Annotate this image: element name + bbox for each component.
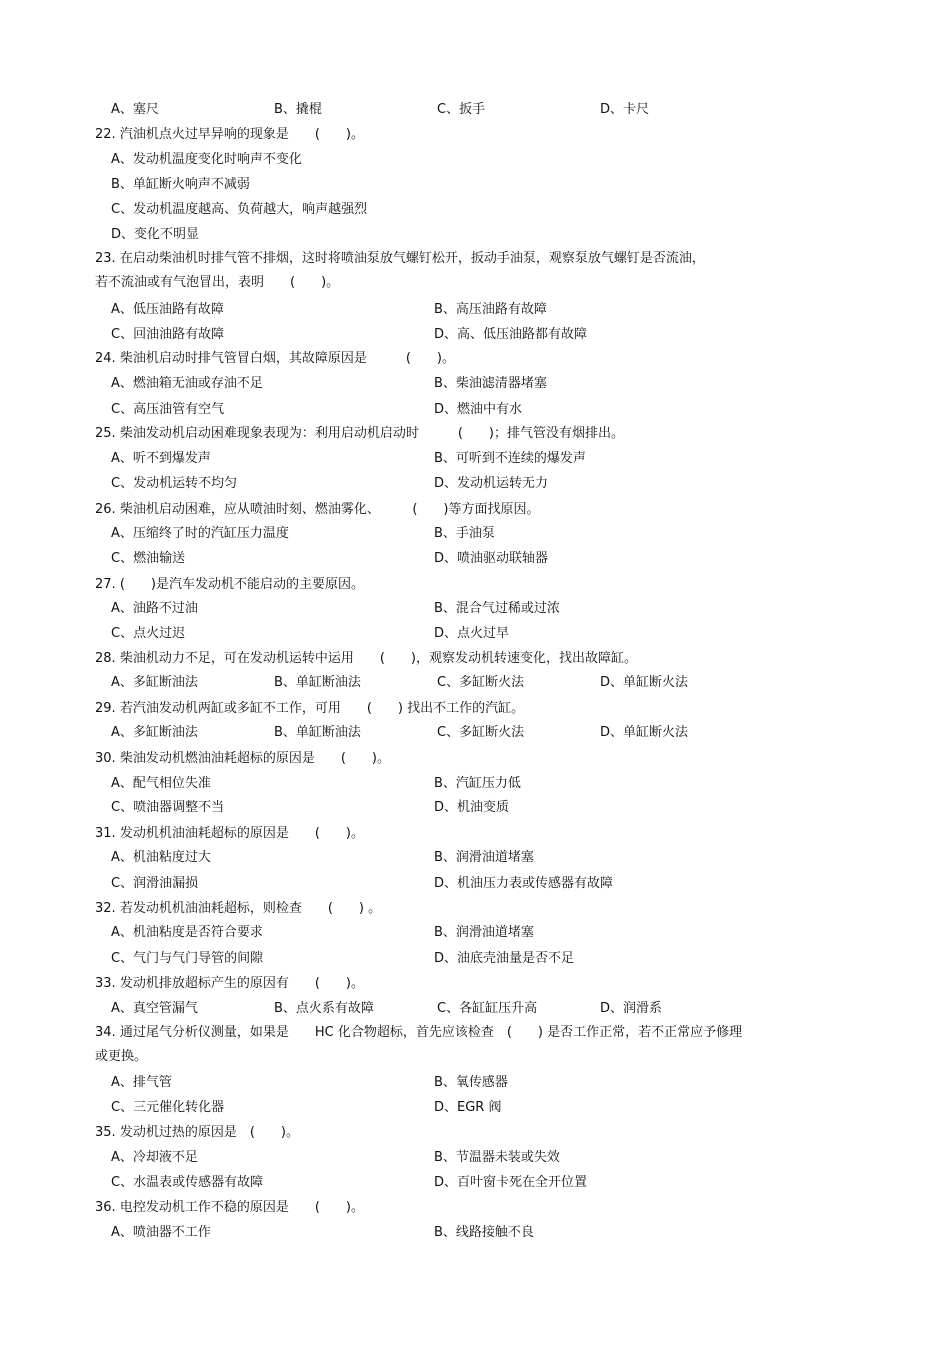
options-row [111, 376, 871, 392]
options-row [111, 451, 871, 467]
question-number: 31. [95, 826, 116, 841]
question-number: 35. [95, 1125, 116, 1140]
question-24 [95, 351, 455, 367]
question-stem: 柴油机动力不足，可在发动机运转中运用 ( )，观察发动机转速变化，找出故障缸。 [119, 651, 637, 666]
options-row [111, 725, 871, 741]
options-row [111, 1150, 871, 1166]
options-row [111, 551, 871, 567]
option-b: B、手油泵 [434, 526, 495, 541]
options-row-q21 [111, 102, 871, 118]
option-c: C、发动机温度越高、负荷越大，响声越强烈 [111, 202, 368, 217]
options-row [111, 1100, 871, 1116]
question-number: 25. [95, 426, 116, 441]
option-b: B、单缸断火响声不减弱 [111, 177, 250, 192]
option-b: B、润滑油道堵塞 [434, 850, 534, 865]
option-c: C、多缸断火法 [437, 725, 525, 740]
question-number: 28. [95, 651, 116, 666]
option-b: B、单缸断油法 [274, 675, 361, 690]
options-row [111, 601, 871, 617]
question-number: 26. [95, 502, 116, 517]
option-d: D、高、低压油路都有故障 [434, 327, 588, 342]
question-36 [95, 1200, 364, 1216]
question-number: 33. [95, 976, 116, 991]
option-d: D、喷油驱动联轴器 [434, 551, 549, 566]
question-number: 36. [95, 1200, 116, 1215]
option-c: C、润滑油漏损 [111, 876, 199, 891]
option-b: B、汽缸压力低 [434, 776, 521, 791]
options-row [111, 951, 871, 967]
option-c: C、点火过迟 [111, 626, 186, 641]
option-d: D、EGR 阀 [434, 1100, 502, 1115]
option-b: B、高压油路有故障 [434, 302, 547, 317]
options-row [111, 1075, 871, 1091]
option-a: A、配气相位失准 [111, 776, 211, 791]
option-c: C、多缸断火法 [437, 675, 525, 690]
option-b: B、柴油滤清器堵塞 [434, 376, 547, 391]
option-c: C、气门与气门导管的间隙 [111, 951, 264, 966]
option-d: D、百叶窗卡死在全开位置 [434, 1175, 588, 1190]
options-row [111, 1001, 871, 1017]
options-row [111, 850, 871, 866]
question-stem: 柴油发动机燃油油耗超标的原因是 ( )。 [119, 751, 390, 766]
question-number: 23. [95, 251, 116, 266]
options-row [111, 1225, 871, 1241]
option-d: D、机油变质 [434, 800, 510, 815]
options-row [111, 402, 871, 418]
option-a: A、低压油路有故障 [111, 302, 224, 317]
option-d: D、机油压力表或传感器有故障 [434, 876, 614, 891]
question-22 [95, 127, 364, 143]
question-32 [95, 901, 381, 917]
option-a: A、喷油器不工作 [111, 1225, 211, 1240]
option-a: A、多缸断油法 [111, 725, 198, 740]
question-30 [95, 751, 390, 767]
question-stem: ( )是汽车发动机不能启动的主要原因。 [119, 577, 364, 592]
options-row [111, 526, 871, 542]
option-a: A、压缩终了时的汽缸压力温度 [111, 526, 289, 541]
option-a: A、冷却液不足 [111, 1150, 198, 1165]
question-stem: 柴油发动机启动困难现象表现为：利用启动机启动时 ( )；排气管没有烟排出。 [119, 426, 624, 441]
question-stem: 若发动机机油油耗超标，则检查 ( ) 。 [119, 901, 382, 916]
question-33 [95, 976, 364, 992]
option-a: A、塞尺 [111, 102, 159, 117]
options-row [111, 626, 871, 642]
question-35 [95, 1125, 299, 1141]
option-a: A、机油粘度过大 [111, 850, 211, 865]
question-stem: 发动机机油油耗超标的原因是 ( )。 [119, 826, 364, 841]
question-31 [95, 826, 364, 842]
option-b: B、线路接触不良 [434, 1225, 534, 1240]
question-28 [95, 651, 637, 667]
option-c: C、发动机运转不均匀 [111, 476, 238, 491]
option-d: D、润滑系 [600, 1001, 663, 1016]
question-23 [95, 251, 705, 267]
option-d: D、卡尺 [600, 102, 650, 117]
option-c: C、水温表或传感器有故障 [111, 1175, 264, 1190]
option-b: B、节温器未装或失效 [434, 1150, 560, 1165]
question-34 [95, 1025, 742, 1041]
options-row [111, 302, 871, 318]
option-c: C、扳手 [437, 102, 486, 117]
option-a: A、发动机温度变化时响声不变化 [111, 152, 302, 167]
options-row [111, 327, 871, 343]
question-stem-continued: 或更换。 [95, 1049, 148, 1064]
question-number: 34. [95, 1025, 116, 1040]
option-a: A、多缸断油法 [111, 675, 198, 690]
option-c: C、燃油输送 [111, 551, 186, 566]
question-number: 32. [95, 901, 116, 916]
options-row [111, 476, 871, 492]
question-number: 22. [95, 127, 116, 142]
options-row [111, 876, 871, 892]
question-27 [95, 577, 364, 593]
option-d: D、发动机运转无力 [434, 476, 549, 491]
option-c: C、三元催化转化器 [111, 1100, 225, 1115]
option-d: D、燃油中有水 [434, 402, 523, 417]
question-stem: 汽油机点火过早异响的现象是 ( )。 [119, 127, 364, 142]
option-a: A、排气管 [111, 1075, 172, 1090]
question-number: 30. [95, 751, 116, 766]
question-stem: 电控发动机工作不稳的原因是 ( )。 [119, 1200, 364, 1215]
question-stem: 柴油机启动困难，应从喷油时刻、燃油雾化、 ( )等方面找原因。 [119, 502, 540, 517]
option-b: B、氧传感器 [434, 1075, 508, 1090]
option-d: D、单缸断火法 [600, 725, 689, 740]
question-29 [95, 701, 524, 717]
option-d: D、油底壳油量是否不足 [434, 951, 575, 966]
options-row [111, 925, 871, 941]
options-row [111, 776, 871, 792]
option-b: B、点火系有故障 [274, 1001, 374, 1016]
options-row [111, 1175, 871, 1191]
question-number: 29. [95, 701, 116, 716]
option-a: A、机油粘度是否符合要求 [111, 925, 263, 940]
option-d: D、单缸断火法 [600, 675, 689, 690]
question-26 [95, 502, 539, 518]
option-d: D、变化不明显 [111, 227, 200, 242]
option-b: B、润滑油道堵塞 [434, 925, 534, 940]
option-a: A、听不到爆发声 [111, 451, 211, 466]
question-stem: 柴油机启动时排气管冒白烟，其故障原因是 ( )。 [119, 351, 455, 366]
question-stem: 发动机过热的原因是 ( )。 [119, 1125, 299, 1140]
option-b: B、撬棍 [274, 102, 322, 117]
option-c: C、各缸缸压升高 [437, 1001, 538, 1016]
option-b: B、单缸断油法 [274, 725, 361, 740]
option-c: C、高压油管有空气 [111, 402, 225, 417]
question-stem: 若汽油发动机两缸或多缸不工作，可用 ( ) 找出不工作的汽缸。 [119, 701, 525, 716]
option-d: D、点火过早 [434, 626, 510, 641]
question-stem-continued: 若不流油或有气泡冒出，表明 ( )。 [95, 275, 340, 290]
option-b: B、可听到不连续的爆发声 [434, 451, 586, 466]
question-stem: 在启动柴油机时排气管不排烟，这时将喷油泵放气螺钉松开，扳动手油泵，观察泵放气螺钉是否流油， [119, 251, 705, 266]
option-c: C、回油油路有故障 [111, 327, 225, 342]
question-number: 24. [95, 351, 116, 366]
option-a: A、油路不过油 [111, 601, 198, 616]
option-a: A、真空管漏气 [111, 1001, 198, 1016]
options-row [111, 800, 871, 816]
options-row [111, 675, 871, 691]
option-a: A、燃油箱无油或存油不足 [111, 376, 263, 391]
question-stem: 发动机排放超标产生的原因有 ( )。 [119, 976, 364, 991]
question-number: 27. [95, 577, 116, 592]
question-25 [95, 426, 624, 442]
option-b: B、混合气过稀或过浓 [434, 601, 560, 616]
option-c: C、喷油器调整不当 [111, 800, 225, 815]
question-stem: 通过尾气分析仪测量，如果是 HC 化合物超标，首先应该检查 ( ) 是否工作正常，若不正常应予修理 [119, 1025, 743, 1040]
